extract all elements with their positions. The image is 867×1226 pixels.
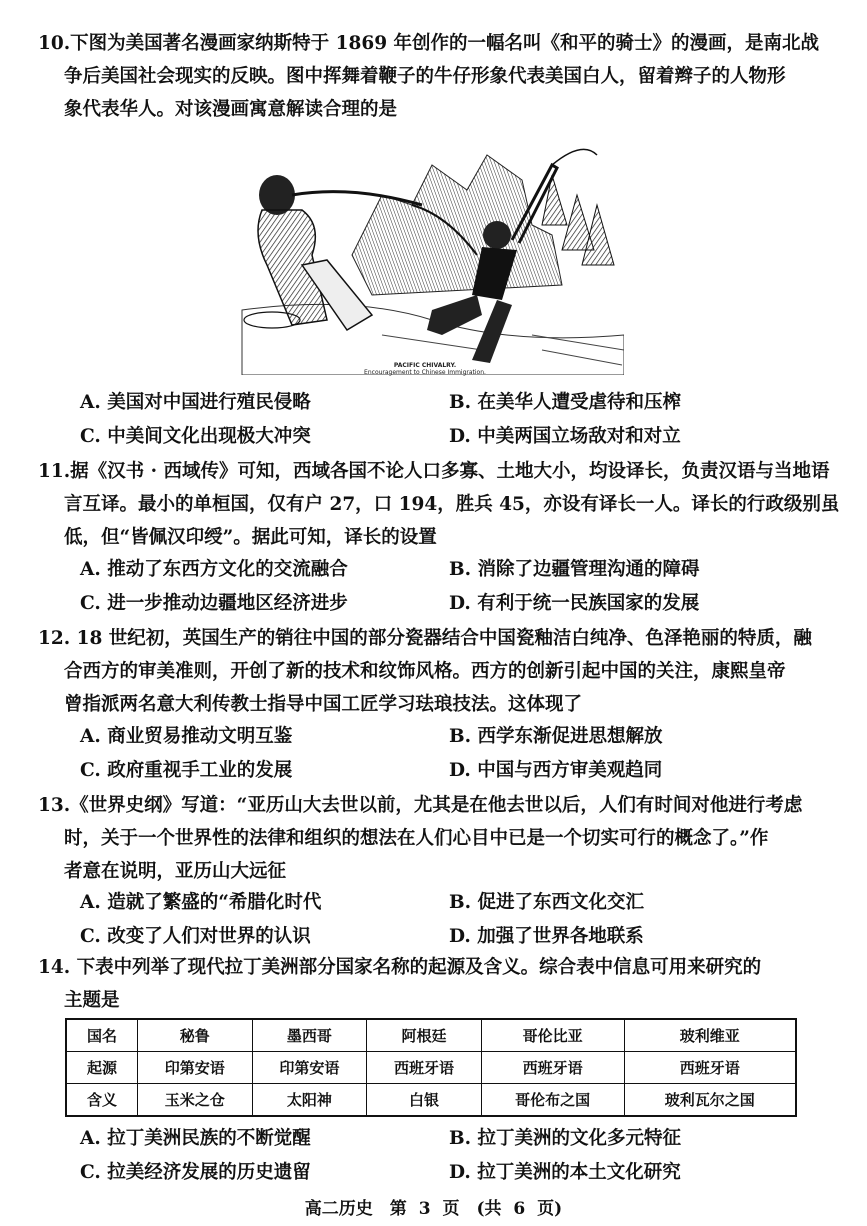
table-cell: 玉米之仓: [138, 1084, 253, 1117]
stem-line: 13.《世界史纲》写道：“亚历山大去世以前，尤其是在他去世以后，人们有时间对他进行考虑: [38, 795, 803, 816]
table-cell: 起源: [66, 1052, 138, 1084]
option-d[interactable]: D. 加强了世界各地联系: [449, 926, 644, 947]
option-c[interactable]: C. 改变了人们对世界的认识: [80, 926, 311, 947]
stem-line: 争后美国社会现实的反映。图中挥舞着鞭子的牛仔形象代表美国白人，留着辫子的人物形: [64, 66, 786, 87]
option-b[interactable]: B. 西学东渐促进思想解放: [449, 726, 663, 747]
question-10-stem: [38, 27, 819, 126]
table-cell: 含义: [66, 1084, 138, 1117]
option-a[interactable]: A. 美国对中国进行殖民侵略: [80, 392, 311, 413]
figure-caption-subtitle: Encouragement to Chinese Immigration.: [364, 369, 486, 376]
table-cell: 西班牙语: [481, 1052, 624, 1084]
figure-caption: [355, 362, 495, 376]
option-c[interactable]: C. 政府重视手工业的发展: [80, 760, 293, 781]
table-cell: 白银: [367, 1084, 482, 1117]
option-d[interactable]: D. 拉丁美洲的本土文化研究: [449, 1162, 681, 1183]
stem-line: 时，关于一个世界性的法律和组织的想法在人们心目中已是一个切实可行的概念了。”作: [64, 828, 769, 849]
option-d[interactable]: D. 中美两国立场敌对和对立: [449, 426, 681, 447]
option-d[interactable]: D. 中国与西方审美观趋同: [449, 760, 663, 781]
table-cell: 印第安语: [252, 1052, 367, 1084]
table-cell: 太阳神: [252, 1084, 367, 1117]
table-cell: 国名: [66, 1019, 138, 1052]
table-cell: 西班牙语: [367, 1052, 482, 1084]
figure-caption-title: PACIFIC CHIVALRY.: [393, 362, 457, 369]
table-cell: 西班牙语: [624, 1052, 796, 1084]
stem-line: 曾指派两名意大利传教士指导中国工匠学习珐琅技法。这体现了: [64, 694, 583, 715]
table-row: [66, 1084, 796, 1117]
option-a[interactable]: A. 推动了东西方文化的交流融合: [80, 559, 348, 580]
option-c[interactable]: C. 中美间文化出现极大冲突: [80, 426, 311, 447]
stem-line: 14. 下表中列举了现代拉丁美洲部分国家名称的起源及含义。综合表中信息可用来研究的: [38, 957, 762, 978]
stem-line: 11.据《汉书 · 西域传》可知，西域各国不论人口多寡、土地大小，均设译长，负责汉语与当地语: [38, 461, 830, 482]
table-cell: 玻利维亚: [624, 1019, 796, 1052]
option-b[interactable]: B. 消除了边疆管理沟通的障碍: [449, 559, 700, 580]
option-c[interactable]: C. 进一步推动边疆地区经济进步: [80, 593, 348, 614]
table-cell: 墨西哥: [252, 1019, 367, 1052]
table-cell: 玻利瓦尔之国: [624, 1084, 796, 1117]
table-row: [66, 1052, 796, 1084]
table-cell: 秘鲁: [138, 1019, 253, 1052]
stem-line: 者意在说明，亚历山大远征: [64, 861, 287, 882]
page-footer: 高二历史 第 3 页 (共 6 页): [304, 1199, 563, 1219]
option-b[interactable]: B. 在美华人遭受虐待和压榨: [449, 392, 682, 413]
stem-line: 低，但“皆佩汉印绶”。据此可知，译长的设置: [64, 527, 437, 548]
question-12-stem: [38, 622, 812, 721]
question-14-stem: [38, 951, 761, 1017]
table-cell: 哥伦布之国: [481, 1084, 624, 1117]
table-cell: 哥伦比亚: [481, 1019, 624, 1052]
cartoon-illustration: [232, 135, 624, 375]
option-b[interactable]: B. 促进了东西文化交汇: [449, 892, 645, 913]
stem-line: 主题是: [64, 990, 120, 1011]
option-a[interactable]: A. 商业贸易推动文明互鉴: [80, 726, 293, 747]
option-b[interactable]: B. 拉丁美洲的文化多元特征: [449, 1128, 682, 1149]
option-a[interactable]: A. 拉丁美洲民族的不断觉醒: [80, 1128, 311, 1149]
option-c[interactable]: C. 拉美经济发展的历史遗留: [80, 1162, 311, 1183]
table-row: [66, 1019, 796, 1052]
stem-line: 象代表华人。对该漫画寓意解读合理的是: [64, 99, 398, 120]
table-cell: 印第安语: [138, 1052, 253, 1084]
stem-line: 12. 18 世纪初，英国生产的销往中国的部分瓷器结合中国瓷釉洁白纯净、色泽艳丽的特质，融: [38, 628, 812, 649]
option-a[interactable]: A. 造就了繁盛的“希腊化时代: [80, 892, 322, 913]
stem-line: 合西方的审美准则，开创了新的技术和纹饰风格。西方的创新引起中国的关注，康熙皇帝: [64, 661, 786, 682]
table-cell: 阿根廷: [367, 1019, 482, 1052]
question-11-stem: [38, 455, 839, 554]
stem-line: 10.下图为美国著名漫画家纳斯特于 1869 年创作的一幅名叫《和平的骑士》的漫画，是南北战: [38, 33, 820, 54]
question-13-stem: [38, 789, 802, 888]
stem-line: 言互译。最小的单桓国，仅有户 27，口 194，胜兵 45，亦设有译长一人。译长的行政级别虽: [64, 494, 840, 515]
country-name-table: [65, 1018, 797, 1117]
cartoon-drawing: [232, 135, 624, 375]
option-d[interactable]: D. 有利于统一民族国家的发展: [449, 593, 700, 614]
